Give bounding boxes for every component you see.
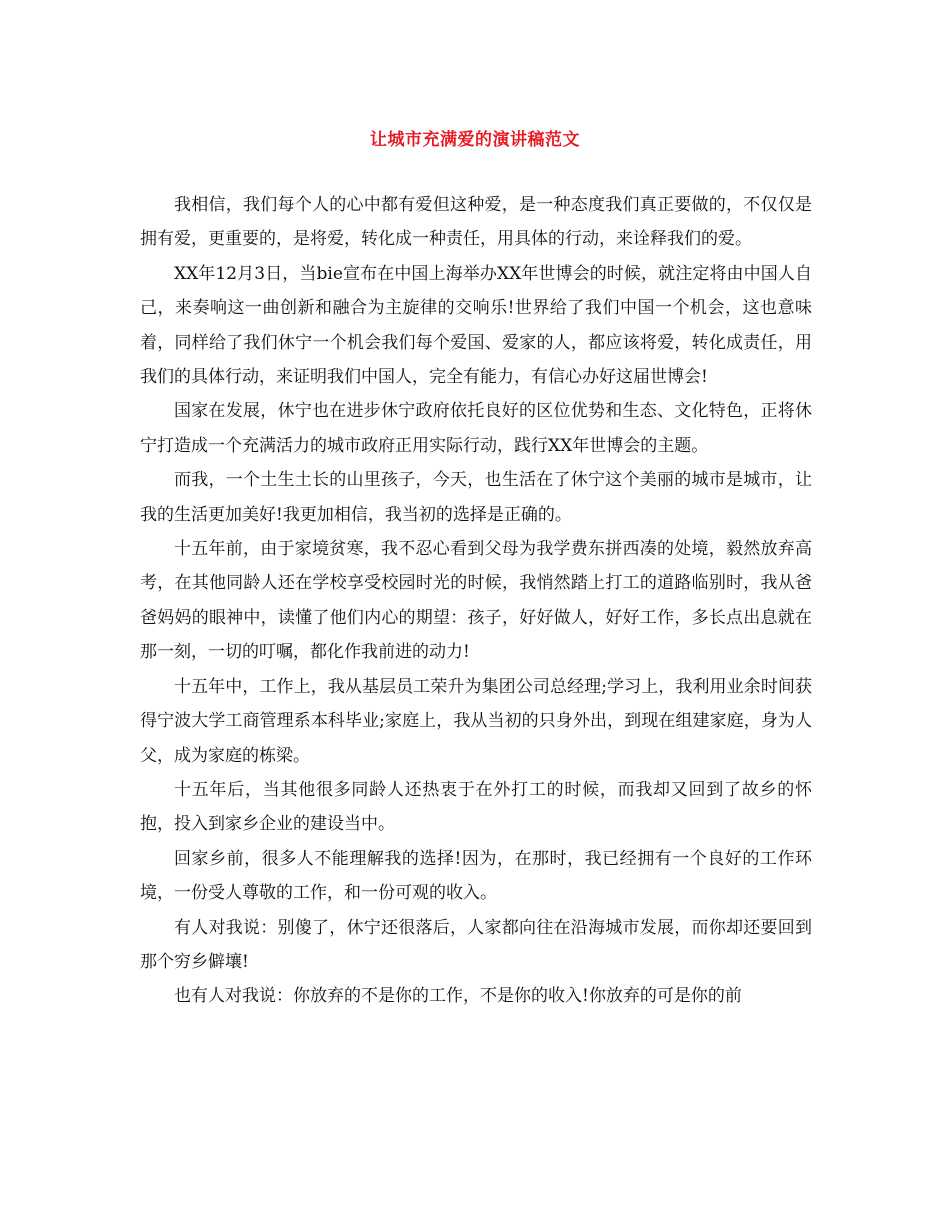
paragraph: 回家乡前，很多人不能理解我的选择!因为，在那时，我已经拥有一个良好的工作环境，一份受人尊敬的工作，和一份可观的收入。 — [140, 848, 812, 904]
paragraph: 十五年后，当其他很多同龄人还热衷于在外打工的时候，而我却又回到了故乡的怀抱，投入到家乡企业的建设当中。 — [140, 779, 812, 835]
paragraph: 而我，一个土生土长的山里孩子，今天，也生活在了休宁这个美丽的城市是城市，让我的生活更加美好!我更加相信，我当初的选择是正确的。 — [140, 470, 812, 525]
document-body — [140, 188, 812, 1014]
paragraph: 我相信，我们每个人的心中都有爱但这种爱，是一种态度我们真正要做的，不仅仅是拥有爱，更重要的，是将爱，转化成一种责任，用具体的行动，来诠释我们的爱。 — [140, 195, 812, 250]
paragraph: 也有人对我说：你放弃的不是你的工作，不是你的收入!你放弃的可是你的前 — [174, 986, 742, 1007]
paragraph: 国家在发展，休宁也在进步休宁政府依托良好的区位优势和生态、文化特色，正将休宁打造成一个充满活力的城市政府正用实际行动，践行XX年世博会的主题。 — [140, 401, 812, 456]
paragraph: 有人对我说：别傻了，休宁还很落后，人家都向往在沿海城市发展，而你却还要回到那个穷乡僻壤! — [140, 917, 812, 972]
paragraph: XX年12月3日，当bie宣布在中国上海举办XX年世博会的时候，就注定将由中国人自己，来奏响这一曲创新和融合为主旋律的交响乐!世界给了我们中国一个机会，这也意味着，同样给了我们休宁一个机会我们每个爱国、爱家的人，都应该将爱，转化成责任，用我们的具体行动，来证明我们中国人，完全有能力，有信心办好这届世博会! — [140, 263, 812, 388]
paragraph: 十五年中，工作上，我从基层员工荣升为集团公司总经理;学习上，我利用业余时间获得宁波大学工商管理系本科毕业;家庭上，我从当初的只身外出，到现在组建家庭，身为人父，成为家庭的栋梁。 — [140, 676, 812, 766]
document-title: 让城市充满爱的演讲稿范文 — [370, 130, 580, 150]
paragraph: 十五年前，由于家境贫寒，我不忍心看到父母为我学费东拼西凑的处境，毅然放弃高考，在其他同龄人还在学校享受校园时光的时候，我悄然踏上打工的道路临别时，我从爸爸妈妈的眼神中，读懂了他们内心的期望：孩子，好好做人，好好工作，多长点出息就在那一刻，一切的叮嘱，都化作我前进的动力! — [140, 539, 812, 663]
